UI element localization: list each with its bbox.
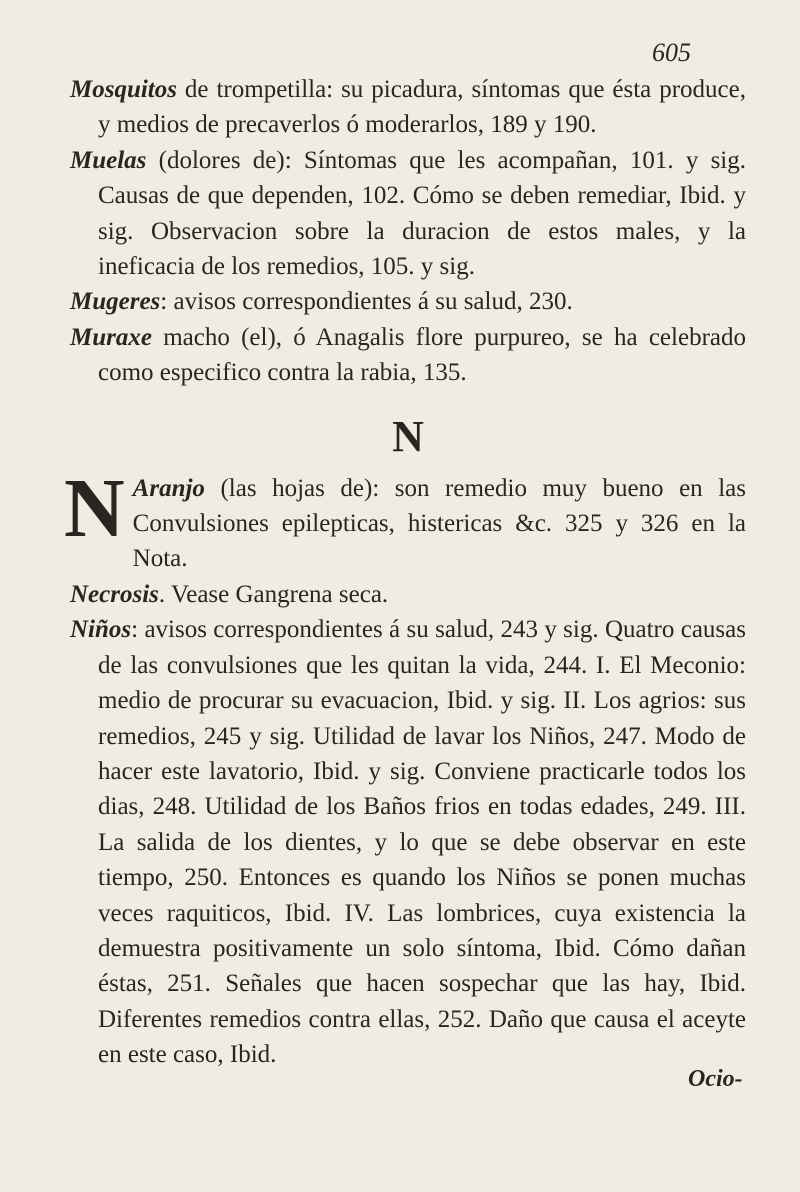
drop-cap: N bbox=[64, 461, 125, 555]
entry-term: Niños bbox=[70, 616, 132, 644]
entry-term: Mosquitos bbox=[70, 76, 177, 103]
entry-text: (dolores de): Síntomas que les acompañan, 101. y sig. Causas de que dependen, 102. Cómo se deben remediar, Ibid. y sig. Observacion sobre la duracion de estos males, y la ineficacia de los remedios, 105. y sig. bbox=[98, 146, 746, 281]
entry-text: macho (el), ó Anagalis flore purpureo, se ha celebrado como especifico contra la rabia, 135. bbox=[98, 323, 746, 387]
index-entry-ninos bbox=[70, 612, 746, 1072]
index-text bbox=[64, 72, 746, 1073]
index-entry-mugeres bbox=[70, 284, 746, 319]
entry-text: (las hojas de): son remedio muy bueno en las Convulsiones epilepticas, histericas &c. 325 y 326 en la Nota. bbox=[132, 474, 746, 573]
index-entry-muraxe bbox=[70, 320, 746, 391]
index-entry-necrosis bbox=[70, 577, 746, 612]
entry-term: Muelas bbox=[70, 146, 147, 174]
entry-term: Mugeres bbox=[70, 288, 161, 316]
page-number: 605 bbox=[652, 38, 691, 67]
index-entry-muelas bbox=[70, 143, 746, 285]
catchword: Ocio- bbox=[688, 1066, 743, 1092]
entry-text: . Vease Gangrena seca. bbox=[158, 580, 389, 608]
entry-term: Muraxe bbox=[70, 323, 152, 351]
section-letter: N bbox=[392, 411, 424, 461]
entry-text: : avisos correspondientes á su salud, 243 y sig. Quatro causas de las convulsiones que les quitan la vida, 244. I. El Meconio: medio de procurar su evacuacion, Ibid. y sig. II. Los agrios: sus remedios, 245 y sig. Utilidad de lavar los Niños, 247. Modo de hacer este lavatorio, Ibid. y sig. Conviene practicarle todos los dias, 248. Utilidad de los Baños frios en todas edades, 249. III. La salida de los dientes, y lo que se debe observar en este tiempo, 250. Entonces es quando los Niños se ponen muchas veces raquiticos, Ibid. IV. Las lombrices, cuya existencia la demuestra positivamente un solo síntoma, Ibid. Cómo dañan éstas, 251. Señales que hacen sospechar que las hay, Ibid. Diferentes remedios contra ellas, 252. Daño que causa el aceyte en este caso, Ibid. bbox=[98, 616, 746, 1069]
index-entry-mosquitos bbox=[70, 72, 746, 143]
entry-text: : avisos correspondientes á su salud, 230. bbox=[160, 288, 573, 316]
entry-term: Necrosis bbox=[70, 580, 159, 608]
entry-text: de trompetilla: su picadura, síntomas que ésta produce, y medios de precaverlos ó moderarlos, 189 y 190. bbox=[98, 76, 746, 139]
entry-term: Aranjo bbox=[132, 474, 205, 502]
index-entry-naranjo bbox=[64, 461, 746, 577]
